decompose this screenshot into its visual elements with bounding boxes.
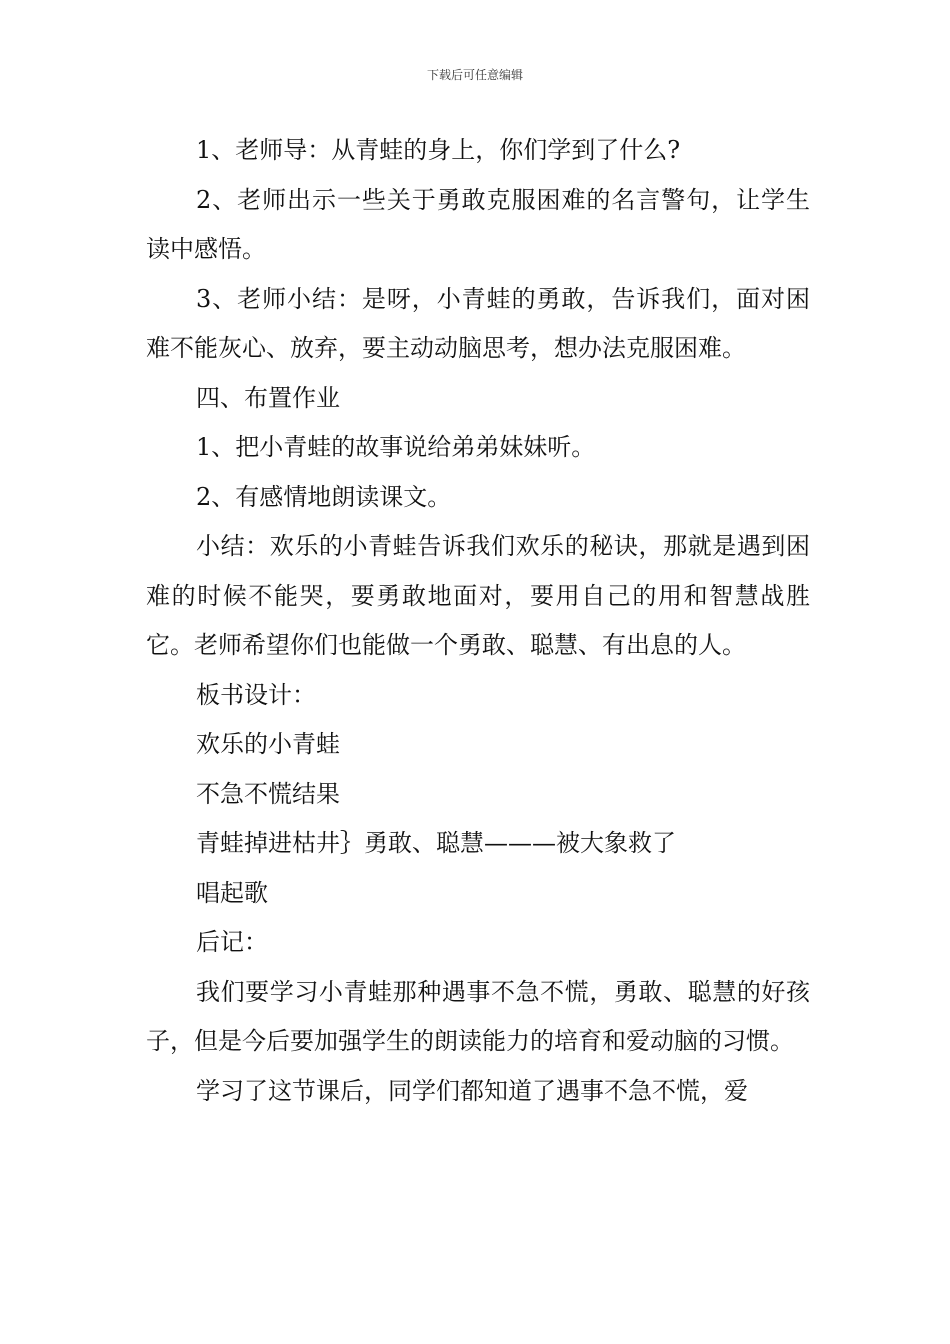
paragraph-teacher-summary: 3、老师小结：是呀，小青蛙的勇敢，告诉我们，面对困难不能灰心、放弃，要主动动脑思考，想办法克服困难。: [146, 284, 810, 362]
afterword-heading: 后记：: [196, 928, 268, 956]
page-header: 下载后可任意编辑: [426, 68, 523, 82]
board-design-line-2: 不急不慌结果: [196, 779, 340, 808]
homework-item-2: 2、有感情地朗读课文。: [196, 482, 452, 511]
document-body: [146, 126, 810, 1116]
paragraph-afterword-continued: 学习了这节课后，同学们都知道了遇事不急不慌，爱: [196, 1076, 748, 1105]
paragraph-summary: 小结：欢乐的小青蛙告诉我们欢乐的秘诀，那就是遇到困难的时候不能哭，要勇敢地面对，要用自己的用和智慧战胜它。老师希望你们也能做一个勇敢、聪慧、有出息的人。: [146, 532, 810, 659]
paragraph-teacher-guide: 1、老师导：从青蛙的身上，你们学到了什么?: [196, 136, 681, 164]
board-design-line-1: 欢乐的小青蛙: [196, 730, 340, 758]
section-heading-homework: 四、布置作业: [196, 383, 340, 412]
homework-item-1: 1、把小青蛙的故事说给弟弟妹妹听。: [196, 433, 596, 461]
board-design-line-4: 唱起歌: [196, 878, 268, 907]
paragraph-afterword: 我们要学习小青蛙那种遇事不急不慌，勇敢、聪慧的好孩子，但是今后要加强学生的朗读能力的培育和爱动脑的习惯。: [146, 977, 810, 1055]
paragraph-quotes: 2、老师出示一些关于勇敢克服困难的名言警句，让学生读中感悟。: [146, 185, 810, 263]
board-design-line-3: 青蛙掉进枯井｝勇敢、聪慧———被大象救了: [196, 829, 676, 857]
board-design-heading: 板书设计：: [196, 680, 316, 709]
